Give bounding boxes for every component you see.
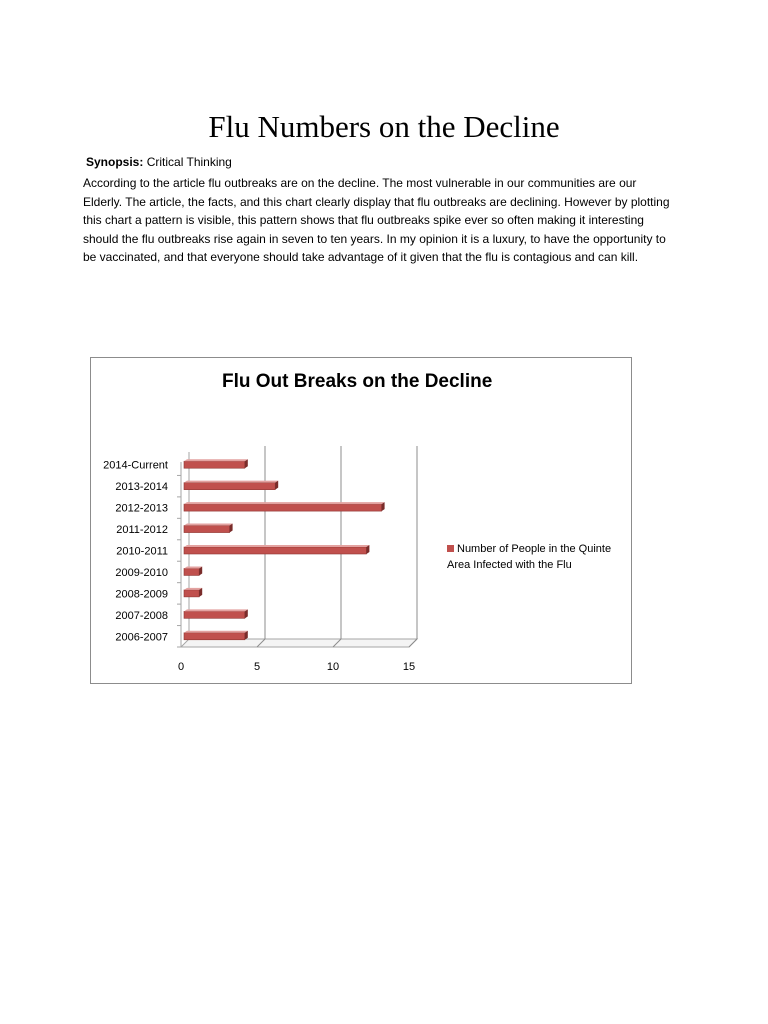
- bar: [184, 611, 245, 618]
- chart-title-text: Flu Out Breaks on the Decline: [222, 371, 493, 392]
- bar: [184, 568, 199, 575]
- y-tick-label: 2011-2012: [116, 524, 168, 537]
- bar-top: [184, 588, 202, 590]
- y-tick-label: 2010-2011: [116, 545, 168, 558]
- synopsis-value: Critical Thinking: [146, 155, 232, 169]
- bar-top: [184, 502, 385, 504]
- bar: [184, 547, 366, 554]
- y-tick-label: 2007-2008: [115, 609, 168, 622]
- chart-floor: [181, 639, 417, 647]
- chart-legend: [447, 541, 627, 573]
- page-title: Flu Numbers on the Decline: [208, 108, 560, 144]
- bar: [184, 590, 199, 597]
- bar: [184, 461, 245, 468]
- x-tick-label: 10: [326, 661, 340, 673]
- bar-top: [184, 609, 248, 611]
- y-tick-label: 2009-2010: [115, 566, 168, 579]
- bar-top: [184, 566, 202, 568]
- bar: [184, 526, 230, 533]
- bar-top: [184, 481, 278, 483]
- legend-swatch: [447, 545, 454, 552]
- y-tick-label: 2014-Current: [103, 459, 168, 472]
- bar: [184, 633, 245, 640]
- y-tick-label: 2012-2013: [115, 502, 168, 515]
- y-tick-label: 2008-2009: [115, 588, 168, 601]
- x-tick-label: 15: [402, 661, 416, 673]
- body-paragraph: According to the article flu outbreaks are on the decline. The most vulnerable in our communities are our Elderly. The article, the facts, and this chart clearly display that flu outbreaks are declining. However by plotting this chart a pattern is visible, this pattern shows that flu outbreaks spike ever so often making it interesting should the flu outbreaks rise again in seven to ten years. In my opinion it is a luxury, to have the opportunity to be vaccinated, and that everyone should take advantage of it given that the flu is contagious and can kill.: [83, 176, 670, 264]
- bar-top: [184, 459, 248, 461]
- bar-top: [184, 631, 248, 633]
- y-tick-label: 2006-2007: [115, 631, 168, 644]
- bar: [184, 504, 382, 511]
- bar-top: [184, 545, 369, 547]
- bar-top: [184, 524, 233, 526]
- x-tick-label: 5: [253, 661, 261, 673]
- x-tick-label: 0: [177, 661, 185, 673]
- y-tick-label: 2013-2014: [115, 481, 168, 494]
- synopsis-label: Synopsis:: [86, 155, 144, 169]
- bar: [184, 483, 275, 490]
- legend-label: Number of People in the Quinte Area Infected with the Flu: [447, 543, 612, 571]
